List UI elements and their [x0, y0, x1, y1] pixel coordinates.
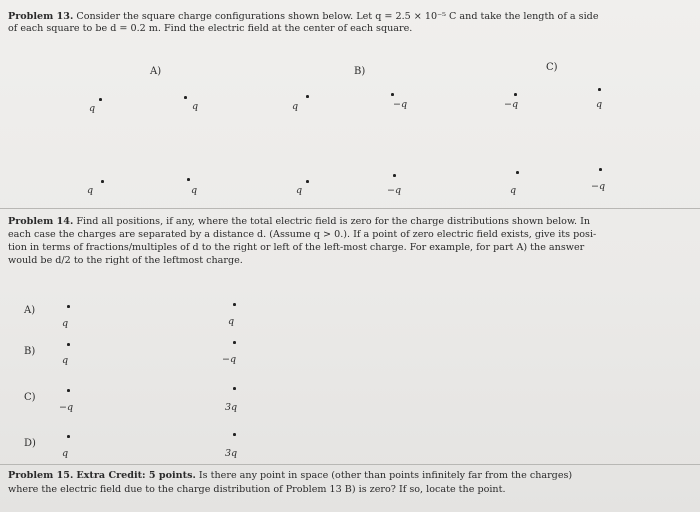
square-b-charge-tr-dot	[391, 93, 394, 96]
problem-14-line-2: each case the charges are separated by a distance d. (Assume q > 0.). If a point of zero electric field exists, give its posi-	[8, 229, 597, 240]
part-a-right-charge: q	[228, 316, 235, 327]
divider-problem-13-14	[0, 208, 700, 209]
square-c-charge-bl-dot	[516, 171, 519, 174]
part-d-right-dot	[233, 433, 236, 436]
square-c-charge-tr: q	[596, 99, 603, 110]
square-a-charge-tr: q	[192, 101, 199, 112]
part-b-right-dot	[233, 341, 236, 344]
problem-14-text-1: Find all positions, if any, where the total electric field is zero for the charge distributions shown below. In	[76, 216, 591, 227]
square-b-charge-tl: q	[292, 101, 299, 112]
square-a-charge-tl: q	[89, 103, 96, 114]
square-b-charge-tl-dot	[306, 95, 309, 98]
problem-14-line-1	[8, 216, 590, 228]
problem-15-line-2: where the electric field due to the charge distribution of Problem 13 B) is zero? If so, locate the point.	[8, 484, 506, 495]
square-c-charge-bl: q	[510, 185, 517, 196]
square-b-charge-bl-dot	[306, 180, 309, 183]
square-a-charge-tl-dot	[99, 98, 102, 101]
part-d-right-charge: 3q	[225, 448, 238, 459]
part-c-label: C)	[24, 392, 36, 403]
divider-problem-14-15	[0, 464, 700, 465]
part-a-right-dot	[233, 303, 236, 306]
part-c-right-charge: 3q	[225, 402, 238, 413]
square-b-charge-bl: q	[296, 185, 303, 196]
square-b-label: B)	[354, 66, 366, 77]
square-b-charge-br-dot	[393, 174, 396, 177]
square-a-charge-br-dot	[187, 178, 190, 181]
part-b-left-dot	[67, 343, 70, 346]
square-c-charge-br-dot	[599, 168, 602, 171]
square-c-charge-br: −q	[591, 181, 606, 192]
square-a-charge-br: q	[191, 185, 198, 196]
square-a-charge-bl-dot	[101, 180, 104, 183]
square-c-charge-tr-dot	[598, 88, 601, 91]
part-c-left-charge: −q	[59, 402, 74, 413]
problem-15-extra-credit: Extra Credit: 5 points.	[76, 470, 196, 481]
part-d-label: D)	[24, 438, 36, 449]
part-b-left-charge: q	[62, 355, 69, 366]
part-b-label: B)	[24, 346, 36, 357]
part-a-left-dot	[67, 305, 70, 308]
square-a-charge-tr-dot	[184, 96, 187, 99]
square-c-label: C)	[546, 62, 558, 73]
problem-13-line-1	[8, 11, 599, 23]
part-d-left-dot	[67, 435, 70, 438]
square-b-charge-br: −q	[387, 185, 402, 196]
part-a-left-charge: q	[62, 318, 69, 329]
square-a-charge-bl: q	[87, 185, 94, 196]
problem-15-text-1: Is there any point in space (other than points infinitely far from the charges)	[198, 470, 573, 481]
part-b-right-charge: −q	[222, 354, 237, 365]
square-b-charge-tr: −q	[393, 99, 408, 110]
problem-13-text-1: Consider the square charge configurations shown below. Let q = 2.5 × 10⁻⁵ C and take the length of a side	[76, 11, 599, 22]
problem-15-number: Problem 15.	[8, 470, 74, 481]
problem-15-line-1	[8, 470, 572, 482]
part-a-label: A)	[24, 305, 36, 316]
part-d-left-charge: q	[62, 448, 69, 459]
square-c-charge-tl-dot	[514, 93, 517, 96]
part-c-left-dot	[67, 389, 70, 392]
square-a-label: A)	[150, 66, 162, 77]
problem-13-line-2: of each square to be d = 0.2 m. Find the electric field at the center of each square.	[8, 23, 413, 34]
problem-14-line-4: would be d/2 to the right of the leftmost charge.	[8, 255, 243, 266]
square-c-charge-tl: −q	[504, 99, 519, 110]
part-c-right-dot	[233, 387, 236, 390]
problem-14-number: Problem 14.	[8, 216, 74, 227]
problem-13-number: Problem 13.	[8, 11, 74, 22]
problem-14-line-3: tion in terms of fractions/multiples of d to the right or left of the left-most charge. For example, for part A) the answer	[8, 242, 585, 253]
